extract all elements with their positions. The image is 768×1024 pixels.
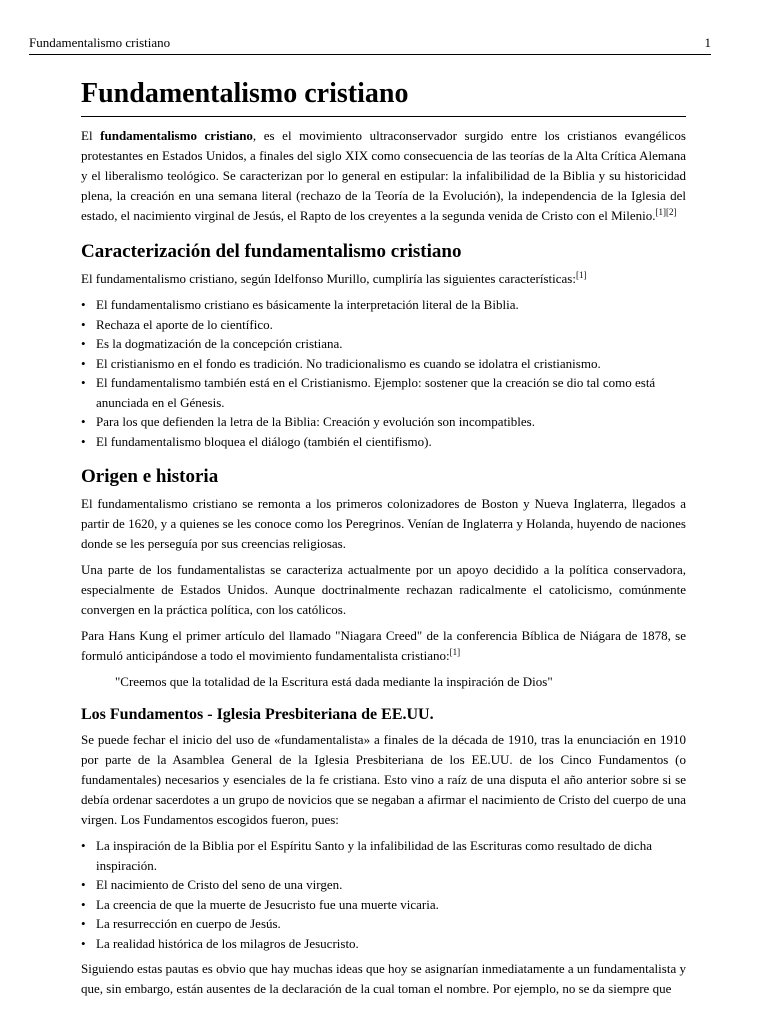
- list-item: • Es la dogmatización de la concepción cristiana.: [81, 334, 686, 354]
- niagara-creed-quote: "Creemos que la totalidad de la Escritura está dada mediante la inspiración de Dios": [115, 674, 553, 689]
- article-title: Fundamentalismo cristiano: [81, 76, 686, 117]
- list-item: • Rechaza el aporte de lo científico.: [81, 315, 686, 335]
- running-header: [29, 35, 711, 55]
- fundamentos-paragraph-2: Siguiendo estas pautas es obvio que hay muchas ideas que hoy se asignarían inmediatamente a un fundamentalista y que, sin embargo, están ausentes de la declaración de la cual toman el nombre. Por ejemplo, no se da siempre que: [81, 961, 686, 996]
- fundamentals-list: [81, 836, 686, 953]
- list-item: • El cristianismo en el fondo es tradición. No tradicionalismo es cuando se idolatra el cristianismo.: [81, 354, 686, 374]
- characteristics-list: [81, 295, 686, 451]
- section1-intro: [81, 269, 686, 289]
- origin-reference[interactable]: [1]: [449, 647, 461, 657]
- origin-paragraph-3: [81, 626, 686, 666]
- running-header-title: Fundamentalismo cristiano: [29, 35, 171, 50]
- subsection-heading-fundamentos: Los Fundamentos - Iglesia Presbiteriana de EE.UU.: [81, 706, 434, 723]
- intro-bold-term: fundamentalismo cristiano: [100, 128, 253, 143]
- section1-intro-text: El fundamentalismo cristiano, según Idelfonso Murillo, cumpliría las siguientes características:: [81, 271, 576, 286]
- list-item: • La resurrección en cuerpo de Jesús.: [81, 914, 686, 934]
- fundamentos-paragraph-1: Se puede fechar el inicio del uso de «fundamentalista» a finales de la década de 1910, tras la enunciación en 1910 por parte de la Asamblea General de la Iglesia Presbiteriana de los EE.UU. de los Cinco Fundamentos (o fundamentales) necesarios y esenciales de la fe cristiana. Esto vino a raíz de una disputa el año anterior sobre si se debía ordenar sacerdotes a un grupo de novicios que se negaban a afirmar el nacimiento de Cristo del cuerpo de una virgen. Los Fundamentos escogidos fueron, pues:: [81, 732, 686, 827]
- origin-paragraph-1: El fundamentalismo cristiano se remonta a los primeros colonizadores de Boston y Nueva Inglaterra, llegados a partir de 1620, y a quienes se les conoce como los Peregrinos. Venían de Inglaterra y Holanda, huyendo de naciones donde se les perseguía por sus creencias religiosas.: [81, 496, 686, 551]
- intro-paragraph: [81, 126, 686, 226]
- list-item: • El nacimiento de Cristo del seno de una virgen.: [81, 875, 686, 895]
- article-body: [81, 76, 686, 1005]
- origin-paragraph-2: Una parte de los fundamentalistas se caracteriza actualmente por un apoyo decidido a la política conservadora, especialmente de Estados Unidos. Aunque doctrinalmente rechazan radicalmente el catolicismo, comúnmente convergen en la práctica política, con los católicos.: [81, 562, 686, 617]
- list-item: • El fundamentalismo también está en el Cristianismo. Ejemplo: sostener que la creación se dio tal como está anunciada en el Génesis.: [81, 373, 686, 412]
- intro-references[interactable]: [1][2]: [655, 207, 677, 217]
- intro-prefix: El: [81, 128, 101, 143]
- list-item: • El fundamentalismo cristiano es básicamente la interpretación literal de la Biblia.: [81, 295, 686, 315]
- origin-paragraph-3-text: Para Hans Kung el primer artículo del llamado "Niagara Creed" de la conferencia Bíblica de Niágara de 1878, se formuló anticipándose a todo el movimiento fundamentalista cristiano:: [81, 628, 686, 663]
- list-item: • La inspiración de la Biblia por el Espíritu Santo y la infalibilidad de las Escrituras como resultado de dicha inspiración.: [81, 836, 686, 875]
- section-heading-origen: Origen e historia: [81, 466, 219, 487]
- section-heading-caracterizacion: Caracterización del fundamentalismo cristiano: [81, 241, 462, 262]
- intro-text: , es el movimiento ultraconservador surgido entre los cristianos evangélicos protestantes en Estados Unidos, a finales del siglo XIX como consecuencia de las teorías de la Alta Crítica Alemana y el liberalismo teológico. Se caracterizan por lo general en estipular: la infalibilidad de la Biblia y su historicidad plena, la creación en una semana literal (rechazo de la Teoría de la Evolución), la independencia de la Iglesia del estado, el nacimiento virginal de Jesús, el Rapto de los creyentes a la segunda venida de Cristo con el Milenio.: [81, 128, 686, 223]
- list-item: • La realidad histórica de los milagros de Jesucristo.: [81, 934, 686, 954]
- section1-reference[interactable]: [1]: [575, 270, 587, 280]
- list-item: • El fundamentalismo bloquea el diálogo (también el cientifismo).: [81, 432, 686, 452]
- list-item: • Para los que defienden la letra de la Biblia: Creación y evolución son incompatibles.: [81, 412, 686, 432]
- list-item: • La creencia de que la muerte de Jesucristo fue una muerte vicaria.: [81, 895, 686, 915]
- page-number: 1: [704, 35, 711, 50]
